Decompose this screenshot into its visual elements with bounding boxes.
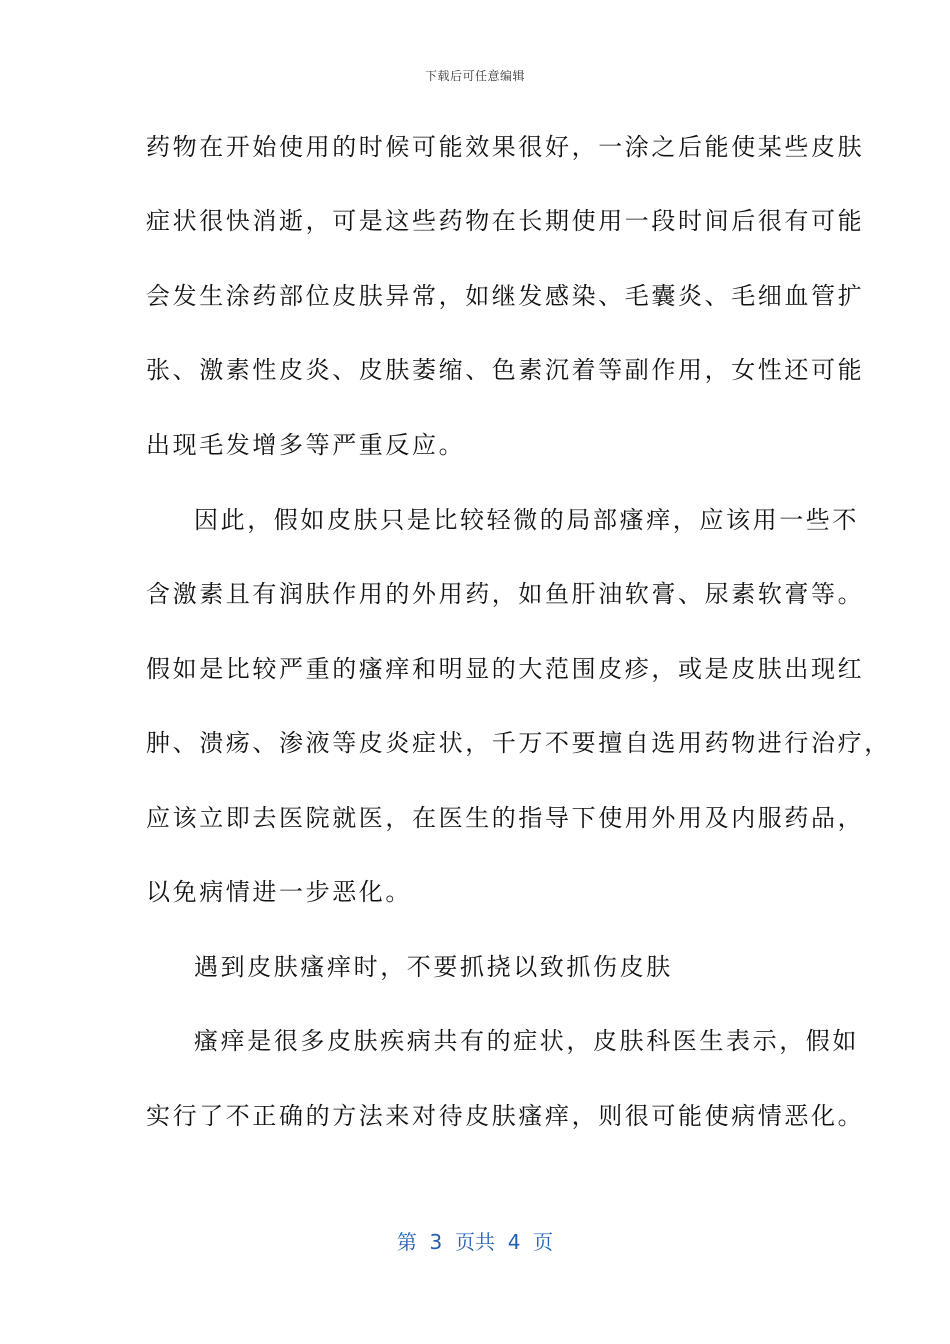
- page-number-footer: 第 3 页共 4 页: [396, 1230, 554, 1254]
- section-heading: 遇到皮肤瘙痒时，不要抓挠以致抓伤皮肤: [194, 953, 673, 981]
- text-line: 含激素且有润肤作用的外用药，如鱼肝油软膏、尿素软膏等。: [146, 580, 865, 608]
- text-line: 假如是比较严重的瘙痒和明显的大范围皮疹，或是皮肤出现红: [146, 655, 865, 683]
- text-line: 肿、溃疡、渗液等皮炎症状，千万不要擅自选用药物进行治疗，: [146, 729, 891, 757]
- text-line: 会发生涂药部位皮肤异常，如继发感染、毛囊炎、毛细血管扩: [146, 282, 865, 310]
- header-note: 下载后可任意编辑: [424, 69, 525, 83]
- text-line: 以免病情进一步恶化。: [146, 878, 412, 906]
- text-line: 症状很快消逝，可是这些药物在长期使用一段时间后很有可能: [146, 207, 865, 235]
- paragraph-first-line: 瘙痒是很多皮肤疾病共有的症状，皮肤科医生表示，假如: [194, 1027, 859, 1055]
- text-line: 出现毛发增多等严重反应。: [146, 431, 466, 459]
- text-line: 张、激素性皮炎、皮肤萎缩、色素沉着等副作用，女性还可能: [146, 356, 865, 384]
- text-line: 实行了不正确的方法来对待皮肤瘙痒，则很可能使病情恶化。: [146, 1102, 865, 1130]
- paragraph-first-line: 因此，假如皮肤只是比较轻微的局部瘙痒，应该用一些不: [194, 506, 859, 534]
- text-line: 药物在开始使用的时候可能效果很好，一涂之后能使某些皮肤: [146, 133, 865, 161]
- text-line: 应该立即去医院就医，在医生的指导下使用外用及内服药品，: [146, 804, 865, 832]
